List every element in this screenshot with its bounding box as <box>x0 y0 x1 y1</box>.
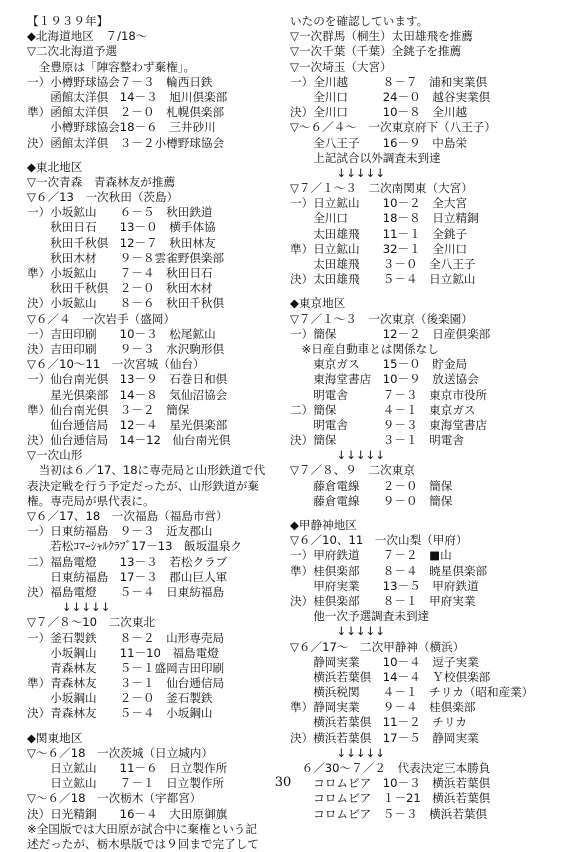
text-line: 上記試合以外調査未到達 <box>290 150 441 165</box>
text-line: 小坂鋼山 ２－０ 釜石製鉄 <box>27 691 213 706</box>
text-line: ※全国版では大田原が試合中に棄権という記 <box>27 821 257 836</box>
text-line: 決）小坂鉱山 ８－６ 秋田千秋倶 <box>27 296 225 311</box>
text-line: ▽一次千葉（千葉）全銚子を推薦 <box>290 44 462 59</box>
text-line: 決）横浜若葉倶 17－５ 静岡実業 <box>290 730 479 745</box>
text-line: コロムビア ５－３ 横浜若葉倶 <box>290 806 488 821</box>
text-line: 秋田日石 13－０ 横手体協 <box>27 220 216 235</box>
text-line: 東海堂書店 10－９ 放送協会 <box>290 372 479 387</box>
text-line: 決）福島電燈 ５－４ 日東紡福島 <box>27 584 225 599</box>
text-line: ▽６／10～11 一次宮城（仙台） <box>27 357 205 372</box>
text-line: 表決定戦を行う予定だったが、山形鉄道が棄 <box>27 478 259 493</box>
left-column <box>27 14 285 852</box>
text-line: ↓↓↓↓↓ <box>290 165 385 180</box>
text-line: 権。専売局が県代表に。 <box>27 493 155 508</box>
text-line: ▽一次群馬（桐生）太田雄飛を推薦 <box>290 29 473 44</box>
text-line: ▽～６／18 一次栃木（宇都宮） <box>27 791 202 806</box>
text-line: 一）小樽野球協会７－３ 輪西日鉄 <box>27 74 213 89</box>
text-line: 若松ｺﾏｰｼｬﾙｸﾗﾌﾞ17－13 飯坂温泉ク <box>27 539 243 554</box>
text-line: 横浜若葉倶 11－２ チリカ <box>290 715 467 730</box>
text-line: ▽～６／４～ 一次東京府下（八王子） <box>290 120 497 135</box>
text-line: 日東紡福島 17－３ 郡山巨人軍 <box>27 569 228 584</box>
text-line: ▽６／17～ 二次甲静神（横浜） <box>290 639 465 654</box>
text-line: 二）簡保 ４－１ 東京ガス <box>290 402 476 417</box>
text-line: ▽一次青森 青森林友が推薦 <box>27 174 176 189</box>
text-line: 太田雄飛 ３－０ 全八王子 <box>290 257 476 271</box>
text-line <box>290 287 546 296</box>
text-line: ▽一次山形 <box>27 448 83 463</box>
text-line: 準）桂倶楽部 ８－４ 暁星倶楽部 <box>290 563 488 578</box>
text-line: 東京ガス 15－０ 貯金局 <box>290 357 468 372</box>
text-line: コロムビア 10－３ 横浜若葉倶 <box>290 776 491 791</box>
text-line: 二）福島電燈 13－３ 若松クラブ <box>27 554 228 569</box>
text-line: ↓↓↓↓↓ <box>290 624 385 639</box>
text-line: 全八王子 16－９ 中島栄 <box>290 135 468 150</box>
text-line: ◆東京地区 <box>290 296 346 311</box>
text-line: 準）仙台南光倶 ３－２ 簡保 <box>27 402 190 417</box>
text-line: 函館太洋倶 14－３ 旭川倶楽部 <box>27 89 228 104</box>
text-line: ▽７／１～３ 二次南関東（大宮） <box>290 181 473 196</box>
text-line: ◆東北地区 <box>27 159 83 174</box>
text-line: 決）函館太洋倶 ３－２小樽野球協会 <box>27 135 225 150</box>
text-line: 全豊原は「陣容整わず棄権」。 <box>27 59 196 74</box>
text-line: 星光倶楽部 14－８ 気仙沼協会 <box>27 387 228 402</box>
text-line: 一）全川越 ８－７ 浦和実業倶 <box>290 74 488 89</box>
text-line <box>290 509 546 518</box>
right-column <box>290 14 546 822</box>
text-line: 準）小坂鉱山 ７－４ 秋田日石 <box>27 266 213 280</box>
page-number: 30 <box>274 775 292 790</box>
text-line: 決）簡保 ３－１ 明電舎 <box>290 433 464 448</box>
text-line: 決）桂倶楽部 ８－１ 甲府実業 <box>290 593 476 608</box>
text-line: ▽６／13 一次秋田（茨島） <box>27 190 179 205</box>
text-line: 全川口 24－０ 越谷実業倶 <box>290 89 491 104</box>
text-line: ▽一次埼玉（大宮） <box>290 59 392 74</box>
text-line: 決）太田雄飛 ５－４ 日立鉱山 <box>290 272 476 287</box>
text-line: 一）甲府鉄道 ７－２ ■山 <box>290 548 452 563</box>
text-line: ※日産自動車とは関係なし <box>290 341 439 356</box>
text-line: ▽二次北海道予選 <box>27 44 118 59</box>
text-line <box>27 722 285 731</box>
text-line: 決）吉田印刷 ９－３ 水沢駒形倶 <box>27 341 225 356</box>
text-line: 準）日立鉱山 32－１ 全川口 <box>290 241 468 256</box>
text-line: ◆北海道地区 ７/18～ <box>27 29 148 44</box>
text-line: コロムビア １－21 横浜若葉倶 <box>290 791 491 806</box>
text-line: 藤倉電線 ２－０ 簡保 <box>290 478 453 493</box>
text-line: 一）簡保 12－２ 日産倶楽部 <box>290 326 491 341</box>
text-line: 一）小坂鉱山 ６－５ 秋田鉄道 <box>27 205 213 220</box>
text-line: 仙台逓信局 12－４ 星光倶楽部 <box>27 417 228 432</box>
text-line: 小樽野球協会18－６ 三井砂川 <box>27 120 216 135</box>
text-line: ↓↓↓↓↓ <box>290 448 385 463</box>
text-line: 一）吉田印刷 10－３ 松尾鉱山 <box>27 326 216 341</box>
text-line: 秋田千秋倶 ２－０ 秋田木材 <box>27 281 213 296</box>
text-line: 全川口 18－８ 日立精銅 <box>290 211 479 226</box>
text-line: 小坂鋼山 11－10 福島電燈 <box>27 645 219 660</box>
text-line: 一）仙台南光倶 13－９ 石巻日和倶 <box>27 372 228 387</box>
text-line: 日立鉱山 ７－１ 日立製作所 <box>27 776 225 791</box>
text-line: ▽６／４ 一次岩手（盛岡） <box>27 311 176 326</box>
text-line: 明電舎 ７－３ 東京市役所 <box>290 387 488 402</box>
text-line: ６／30～７／２ 代表決定三本勝負 <box>290 761 491 775</box>
text-line: 秋田千秋倶 12－７ 秋田林友 <box>27 235 216 250</box>
text-line: 横浜若葉倶 14－４ Ｙ校倶楽部 <box>290 669 491 684</box>
text-line: 日立鉱山 11－６ 日立製作所 <box>27 761 228 775</box>
text-line: ▽７／８～10 二次東北 <box>27 615 156 630</box>
text-line: 一）日東紡福島 ９－３ 近友郡山 <box>27 524 213 539</box>
text-line: ◆甲静神地区 <box>290 518 357 532</box>
text-line: 他一次予選調査未到達 <box>290 609 430 624</box>
text-line: ▽６／10、11 一次山梨（甲府） <box>290 533 468 548</box>
text-line: ◆関東地区 <box>27 730 83 745</box>
text-line: 当初は６／17、18に専売局と山形鉄道で代 <box>27 463 266 478</box>
text-line: 決）日光精銅 16－４ 大田原御旗 <box>27 806 228 821</box>
text-line: いたのを確認しています。 <box>290 14 429 28</box>
text-line: 藤倉電線 ９－０ 簡保 <box>290 493 453 508</box>
text-line: 明電舎 ９－３ 東海堂書店 <box>290 417 488 432</box>
text-line <box>27 151 285 160</box>
text-line: 準）函館太洋倶 ２－０ 札幌倶楽部 <box>27 105 225 120</box>
text-line: ↓↓↓↓↓ <box>27 600 111 615</box>
text-line: 横浜税関 ４－１ チリカ（昭和産業） <box>290 685 534 700</box>
text-line: 秋田木材 ９－８雲雀野倶楽部 <box>27 250 225 265</box>
text-line: 一）日立鉱山 10－２ 全大宮 <box>290 196 468 211</box>
text-line: 静岡実業 10－４ 逗子実業 <box>290 654 479 669</box>
text-line: 青森林友 ５－１盛岡吉田印刷 <box>27 660 225 675</box>
text-line: ▽７／１～３ 一次東京（後楽園） <box>290 311 473 326</box>
text-line: 準）青森林友 ３－１ 仙台逓信局 <box>27 676 225 691</box>
text-line: 述だったが、栃木県版では９回まで完了して <box>27 836 259 851</box>
text-line: 決）仙台逓信局 14－12 仙台南光倶 <box>27 433 231 448</box>
text-line: ▽７／８、９ 二次東京 <box>290 463 415 478</box>
text-line: ▽６／17、18 一次福島（福島市営） <box>27 509 228 523</box>
text-line: 【１９３９年】 <box>27 14 109 28</box>
text-line: 一）釜石製鉄 ８－２ 山形専売局 <box>27 630 225 645</box>
text-line: 準）静岡実業 ９－４ 桂倶楽部 <box>290 700 476 715</box>
text-line: ↓↓↓↓↓ <box>290 745 385 760</box>
text-line: 甲府実業 13－５ 甲府鉄道 <box>290 578 479 593</box>
text-line: ▽～６／18 一次茨城（日立城内） <box>27 745 213 760</box>
text-line: 決）全川口 10－８ 全川越 <box>290 105 468 120</box>
text-line: 決）青森林友 ５－４ 小坂鋼山 <box>27 706 213 721</box>
text-line: 太田雄飛 11－１ 全銚子 <box>290 226 468 241</box>
